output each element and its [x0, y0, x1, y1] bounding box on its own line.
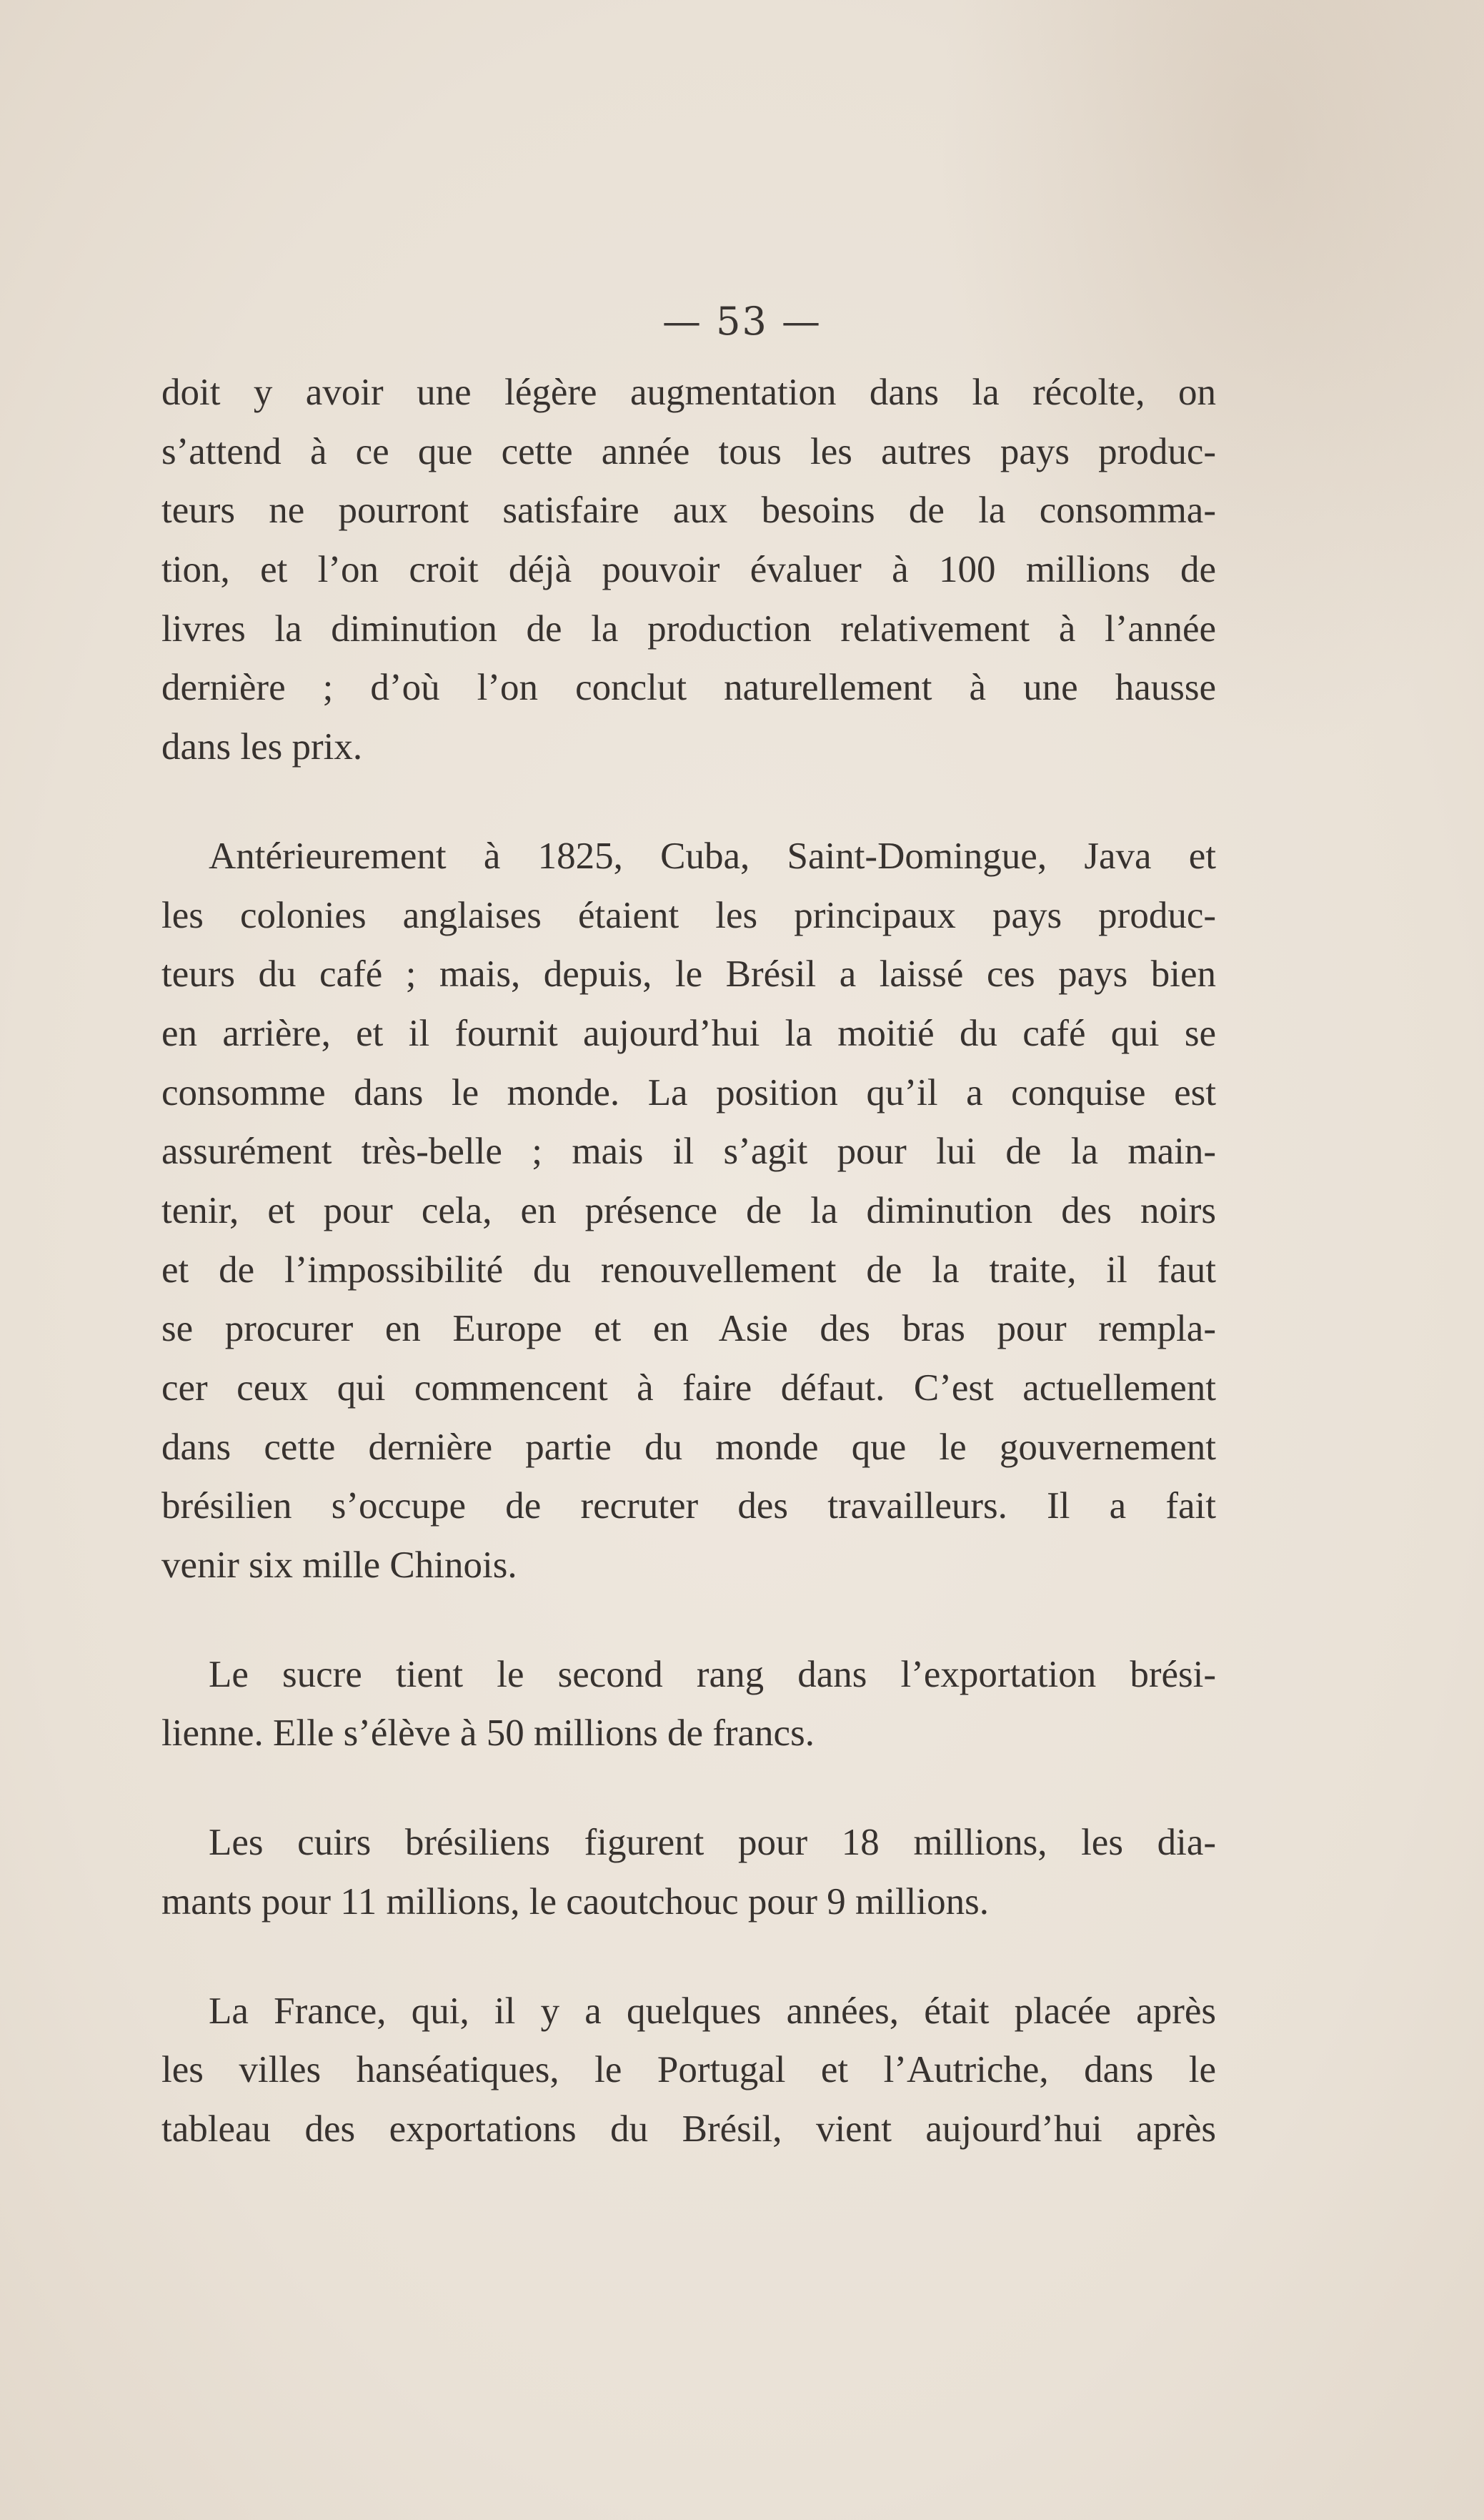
- text-line: tableau des exportations du Brésil, vient aujourd’hui après: [161, 2108, 1216, 2150]
- text-line: assurément très-belle ; mais il s’agit pour lui de la main-: [161, 1131, 1216, 1173]
- text-line: lienne. Elle s’élève à 50 millions de francs.: [161, 1712, 815, 1755]
- text-line: doit y avoir une légère augmentation dans la récolte, on: [161, 372, 1216, 413]
- paragraph: [161, 1813, 1216, 1931]
- paragraph-gap: [161, 1763, 1216, 1813]
- paragraph: [161, 1645, 1216, 1763]
- paragraph: [161, 1982, 1216, 2159]
- paragraph: [161, 827, 1216, 1595]
- text-line: tenir, et pour cela, en présence de la diminution des noirs: [161, 1189, 1216, 1231]
- text-line: teurs ne pourront satisfaire aux besoins de la consomma-: [161, 490, 1216, 532]
- paragraph-gap: [161, 777, 1216, 827]
- page-number: — 53 —: [662, 299, 822, 344]
- paragraph-gap: [161, 1932, 1216, 1982]
- body-text: [161, 363, 1216, 2159]
- text-line: teurs du café ; mais, depuis, le Brésil a laissé ces pays bien: [161, 953, 1216, 996]
- text-line: dans cette dernière partie du monde que le gouvernement: [161, 1426, 1216, 1468]
- text-line: Les cuirs brésiliens figurent pour 18 millions, les dia-: [209, 1822, 1216, 1864]
- text-line: s’attend à ce que cette année tous les autres pays produc-: [161, 430, 1216, 472]
- text-line: brésilien s’occupe de recruter des travailleurs. Il a fait: [161, 1485, 1216, 1527]
- text-line: et de l’impossibilité du renouvellement de la traite, il faut: [161, 1249, 1216, 1291]
- text-line: consomme dans le monde. La position qu’il a conquise est: [161, 1071, 1216, 1113]
- text-line: les villes hanséatiques, le Portugal et l’Autriche, dans le: [161, 2049, 1216, 2091]
- text-line: Le sucre tient le second rang dans l’exportation brési-: [209, 1653, 1216, 1695]
- text-line: livres la diminution de la production relativement à l’année: [161, 607, 1216, 650]
- text-line: La France, qui, il y a quelques années, était placée après: [209, 1990, 1216, 2032]
- text-line: venir six mille Chinois.: [161, 1544, 517, 1587]
- text-line: dernière ; d’où l’on conclut naturellement à une hausse: [161, 667, 1216, 709]
- paragraph: [161, 363, 1216, 777]
- text-line: cer ceux qui commencent à faire défaut. C’est actuellement: [161, 1367, 1216, 1409]
- text-line: dans les prix.: [161, 726, 363, 768]
- text-line: les colonies anglaises étaient les principaux pays produc-: [161, 894, 1216, 936]
- text-line: en arrière, et il fournit aujourd’hui la moitié du café qui se: [161, 1012, 1216, 1054]
- text-line: Antérieurement à 1825, Cuba, Saint-Domingue, Java et: [209, 835, 1216, 877]
- text-line: mants pour 11 millions, le caoutchouc pour 9 millions.: [161, 1880, 990, 1923]
- paragraph-gap: [161, 1595, 1216, 1645]
- text-line: se procurer en Europe et en Asie des bras pour rempla-: [161, 1308, 1216, 1350]
- text-line: tion, et l’on croit déjà pouvoir évaluer à 100 millions de: [161, 549, 1216, 591]
